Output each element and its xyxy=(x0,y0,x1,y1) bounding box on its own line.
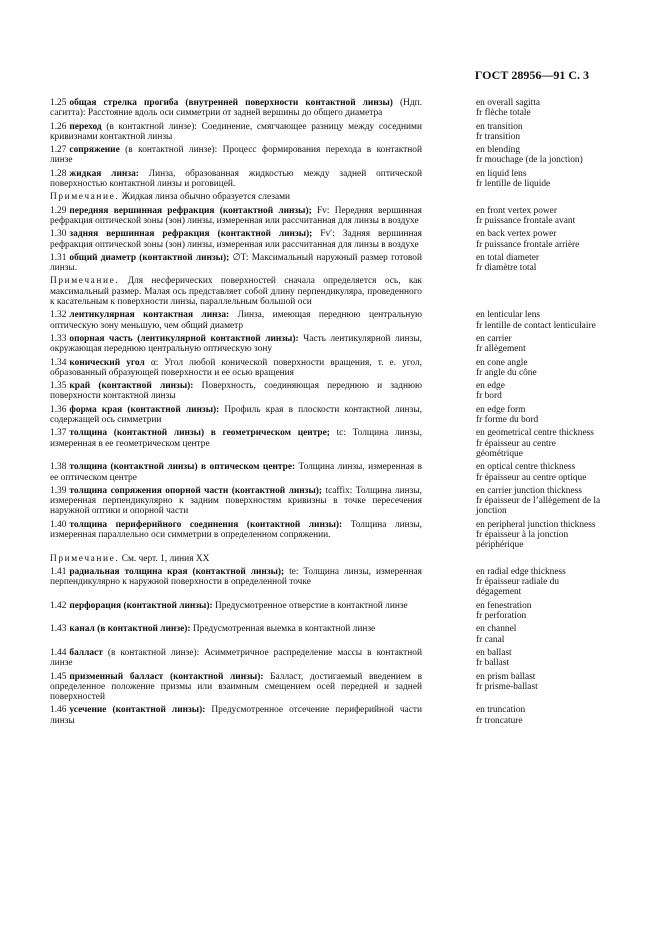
term-entry xyxy=(50,601,620,622)
entry-number: 1.31 xyxy=(50,252,67,263)
term-name: форма края (контактной линзы): xyxy=(69,404,220,415)
translation-line: en lenticular lens xyxy=(476,310,541,321)
note-label: Примечание. xyxy=(50,276,120,287)
term-definition: te: Толщина линзы, измеренная перпендикулярно к наружной поверхности в определенной точке xyxy=(50,566,422,588)
entry-number: 1.35 xyxy=(50,381,67,392)
translations xyxy=(476,334,620,355)
term-definition: Fv′: Задняя вершинная рефракция оптической зоны (зон) линзы, измеренная или рассчитанная для линзы в воздухе xyxy=(50,229,422,250)
translation-line: fr puissance frontale arrière xyxy=(476,239,580,250)
entry-number: 1.43 xyxy=(50,624,67,635)
translation-line: en transition xyxy=(476,121,523,132)
terms-list xyxy=(50,98,620,729)
term-name: толщина (контактной линзы) в оптическом центре: xyxy=(69,462,296,473)
entry-number: 1.45 xyxy=(50,671,67,682)
term-definition: ∅T: Максимальный наружный размер готовой линзы. xyxy=(50,252,422,274)
entry-number: 1.44 xyxy=(50,647,67,658)
term-definition: Балласт, достигаемый введением в определенное положение призмы или взаимным смещением осей передней и задней поверхностей xyxy=(50,671,422,703)
translations xyxy=(476,705,620,726)
translation-line: fr épaisseur radiale du xyxy=(476,577,560,588)
term-entry xyxy=(50,145,620,166)
term-definition: Толщина линзы, измеренная параллельно оси симметрии в определенном сопряжении. xyxy=(50,519,422,540)
translations xyxy=(476,554,620,564)
term-definition: Часть лентикулярной линзы, окружающая переднюю центральную оптическую зону xyxy=(50,333,422,355)
definition-text xyxy=(50,145,422,166)
entry-number: 1.38 xyxy=(50,462,67,473)
note-row xyxy=(50,276,620,307)
term-definition: (в контактной линзе): Процесс формирования перехода в контактной линзе xyxy=(50,145,422,166)
definition-text xyxy=(50,428,422,459)
entry-number: 1.28 xyxy=(50,168,67,179)
term-entry xyxy=(50,122,620,143)
definition-text xyxy=(50,381,422,402)
term-definition: tc: Толщина линзы, измеренная в ее геометрическом центре xyxy=(50,428,423,449)
translations xyxy=(476,672,620,703)
term-definition: Линза, имеющая переднюю центральную оптическую зону меньшую, чем общий диаметр xyxy=(50,310,423,331)
entry-number: 1.37 xyxy=(50,428,67,439)
term-entry xyxy=(50,358,620,379)
term-entry xyxy=(50,624,620,645)
term-definition: Fv: Передняя вершинная рефракция оптической зоны (зон) линзы, измеренная или рассчитанная для линзы в воздухе xyxy=(50,205,422,226)
term-name: перфорация (контактной линзы): xyxy=(69,600,213,611)
entry-number: 1.33 xyxy=(50,333,67,344)
translations xyxy=(476,462,620,483)
translation-line: fr allègement xyxy=(476,344,526,355)
definition-text xyxy=(50,554,422,564)
translation-line: en prism ballast xyxy=(476,671,536,682)
definition-text xyxy=(50,520,422,551)
term-entry xyxy=(50,169,620,190)
translation-line: en overall sagitta xyxy=(476,98,541,108)
definition-text xyxy=(50,122,422,143)
term-entry xyxy=(50,98,620,119)
translations xyxy=(476,567,620,598)
translations xyxy=(476,169,620,190)
entry-number: 1.34 xyxy=(50,357,67,368)
translation-line: en edge xyxy=(476,381,505,392)
translations xyxy=(476,206,620,227)
translation-line: dégagement xyxy=(476,587,522,598)
translation-line: fr épaisseur de l’allègement de la xyxy=(476,496,601,507)
note-row xyxy=(50,554,620,564)
page-header: ГОСТ 28956—91 С. 3 xyxy=(474,68,589,82)
entry-number: 1.42 xyxy=(50,600,67,611)
note-text: Для несферических поверхностей сначала определяется ось, как максимальный размер. Малая ось представляет собой длину перпендикуляра, проведенного к касательным к поверхности линзы, параллельным большой оси xyxy=(50,276,422,308)
term-name: призменный балласт (контактной линзы): xyxy=(69,671,264,682)
translation-line: fr puissance frontale avant xyxy=(476,215,576,226)
translation-line: fr épaisseur au centre optique xyxy=(476,472,587,483)
translations xyxy=(476,358,620,379)
translation-line: fr angle du cône xyxy=(476,367,537,378)
term-entry xyxy=(50,334,620,355)
term-definition: Предусмотренное отсечение периферийной части линзы xyxy=(50,705,422,726)
translations xyxy=(476,192,620,202)
definition-text xyxy=(50,253,422,274)
note-text: Жидкая линза обычно образуется слезами xyxy=(119,192,291,203)
translation-line: fr transition xyxy=(476,131,521,142)
translation-line: en edge form xyxy=(476,404,526,415)
translation-line: fr troncature xyxy=(476,715,523,726)
definition-text xyxy=(50,229,422,250)
entry-number: 1.30 xyxy=(50,229,67,240)
definition-text xyxy=(50,206,422,227)
translation-line: en total diameter xyxy=(476,252,539,263)
translation-line: en carrier junction thickness xyxy=(476,485,582,496)
note-row xyxy=(50,192,620,202)
term-definition: Толщина линзы, измеренная в ее оптическом центре xyxy=(50,462,422,483)
term-entry xyxy=(50,462,620,483)
translation-line: en blending xyxy=(476,145,521,156)
term-entry xyxy=(50,310,620,331)
note-label: Примечание. xyxy=(50,553,120,564)
term-name: радиальная толщина края (контактной линзы); xyxy=(69,566,285,577)
translation-line: géométrique xyxy=(476,448,523,459)
term-entry xyxy=(50,253,620,274)
definition-text xyxy=(50,567,422,598)
term-definition: tcaffix: Толщина линзы, измеренная перпендикулярно к задним поверхностям кривизны в точке пересечения наружной оптики и опорной части xyxy=(50,485,422,517)
translation-line: fr épaisseur au centre xyxy=(476,438,556,449)
definition-text xyxy=(50,169,422,190)
term-definition: Предусмотренная выемка в контактной линзе xyxy=(190,624,376,635)
term-name: лентикулярная контактная линза: xyxy=(69,310,230,321)
term-entry xyxy=(50,705,620,726)
term-entry xyxy=(50,648,620,669)
translation-line: en truncation xyxy=(476,705,526,716)
term-definition: (в контактной линзе): Соединение, смягчающее разницу между соседними кривизнами контактной линзы xyxy=(50,121,422,142)
translation-line: périphérique xyxy=(476,540,524,551)
translation-line: en front vertex power xyxy=(476,205,557,216)
term-name: общая стрелка прогиба (внутренней поверхности контактной линзы) xyxy=(69,98,393,108)
definition-text xyxy=(50,334,422,355)
term-definition: Линза, образованная жидкостью между задней оптической поверхностью контактной линзы и роговицей. xyxy=(50,168,422,190)
note-label: Примечание. xyxy=(50,192,120,203)
definition-text xyxy=(50,672,422,703)
term-name: задняя вершинная рефракция (контактной линзы); xyxy=(69,229,313,240)
translations xyxy=(476,520,620,551)
term-name: край (контактной линзы): xyxy=(69,381,194,392)
term-definition: Профиль края в плоскости контактной линзы, содержащей ось симметрии xyxy=(50,404,422,426)
term-name: толщина периферийного соединения (контактной линзы): xyxy=(69,519,343,530)
term-entry xyxy=(50,672,620,703)
translations xyxy=(476,381,620,402)
translations xyxy=(476,253,620,274)
translations xyxy=(476,601,620,622)
term-definition: Предусмотренное отверстие в контактной линзе xyxy=(212,600,408,611)
term-entry xyxy=(50,428,620,459)
definition-text xyxy=(50,624,422,645)
translations xyxy=(476,405,620,426)
entry-number: 1.46 xyxy=(50,705,67,716)
entry-number: 1.29 xyxy=(50,205,67,216)
definition-text xyxy=(50,705,422,726)
translation-line: fr canal xyxy=(476,634,505,645)
definition-text xyxy=(50,486,422,517)
translation-line: en peripheral junction thickness xyxy=(476,519,596,530)
translation-line: en optical centre thickness xyxy=(476,462,576,473)
entry-number: 1.32 xyxy=(50,310,67,321)
entry-number: 1.36 xyxy=(50,404,67,415)
translation-line: en back vertex power xyxy=(476,229,557,240)
term-name: опорная часть (лентикулярной контактной линзы): xyxy=(69,333,299,344)
translation-line: en radial edge thickness xyxy=(476,566,566,577)
term-name: сопряжение xyxy=(69,145,120,156)
translation-line: en ballast xyxy=(476,647,512,658)
term-name: толщина сопряжения опорной части (контактной линзы); xyxy=(69,485,323,496)
translations xyxy=(476,624,620,645)
definition-text xyxy=(50,601,422,622)
translation-line: en fenestration xyxy=(476,600,532,611)
entry-number: 1.27 xyxy=(50,145,67,156)
term-name: конический угол xyxy=(69,357,145,368)
term-name: толщина (контактной линзы) в геометрическом центре; xyxy=(69,428,330,439)
term-definition: α: Угол любой конической поверхности вращения, т. е. угол, образованный образующей поверхности и ее осью вращения xyxy=(50,357,422,378)
translations xyxy=(476,98,620,119)
translation-line: fr ballast xyxy=(476,658,510,669)
term-name: баллаcт xyxy=(69,647,103,658)
translation-line: fr perforation xyxy=(476,611,527,622)
term-name: усечение (контактной линзы): xyxy=(69,705,206,716)
definition-text xyxy=(50,192,422,202)
definition-text xyxy=(50,98,422,119)
entry-number: 1.40 xyxy=(50,519,67,530)
term-entry xyxy=(50,229,620,250)
definition-text xyxy=(50,648,422,669)
term-name: общий диаметр (контактной линзы); xyxy=(69,252,230,263)
translation-line: fr prisme-ballast xyxy=(476,681,538,692)
translations xyxy=(476,229,620,250)
entry-number: 1.26 xyxy=(50,121,67,132)
translation-line: fr bord xyxy=(476,391,502,402)
definition-text xyxy=(50,276,422,307)
translations xyxy=(476,145,620,166)
term-name: канал (в контактной линзе): xyxy=(69,624,191,635)
term-definition: (в контактной линзе): Асимметричное распределение массы в контактной линзе xyxy=(50,647,422,669)
term-entry xyxy=(50,206,620,227)
translation-line: en cone angle xyxy=(476,357,528,368)
translations xyxy=(476,310,620,331)
translation-line: fr forme du bord xyxy=(476,415,539,426)
translation-line: fr lentille de liquide xyxy=(476,179,551,190)
term-definition: (Ндп. сагитта): Расстояние вдоль оси симметрии от задней вершины до общего диаметра xyxy=(50,98,422,119)
translation-line: jonction xyxy=(476,506,507,517)
definition-text xyxy=(50,310,422,331)
entry-number: 1.25 xyxy=(50,98,67,108)
term-entry xyxy=(50,486,620,517)
translations xyxy=(476,486,620,517)
translation-line: fr flèche totale xyxy=(476,108,531,119)
translations xyxy=(476,428,620,459)
term-entry xyxy=(50,520,620,551)
note-text: См. черт. 1, линия XX xyxy=(119,553,210,564)
translations xyxy=(476,122,620,143)
translation-line: en geometrical centre thickness xyxy=(476,428,594,439)
definition-text xyxy=(50,462,422,483)
translation-line: fr mouchage (de la jonction) xyxy=(476,155,583,166)
translations xyxy=(476,648,620,669)
term-entry xyxy=(50,381,620,402)
translation-line: fr diamètre total xyxy=(476,263,537,274)
term-entry xyxy=(50,405,620,426)
term-name: жидкая линза: xyxy=(69,168,139,179)
translation-line: fr lentille de contact lenticulaire xyxy=(476,320,596,331)
translation-line: en channel xyxy=(476,624,517,635)
entry-number: 1.41 xyxy=(50,566,67,577)
term-name: переход xyxy=(69,121,102,132)
translations xyxy=(476,276,620,307)
definition-text xyxy=(50,358,422,379)
term-definition: Поверхность, соединяющая переднюю и заднюю поверхности контактной линзы xyxy=(50,381,422,402)
translation-line: en carrier xyxy=(476,333,512,344)
definition-text xyxy=(50,405,422,426)
translation-line: en liquid lens xyxy=(476,168,527,179)
entry-number: 1.39 xyxy=(50,485,67,496)
term-entry xyxy=(50,567,620,598)
translation-line: fr épaisseur à la jonction xyxy=(476,529,569,540)
term-name: передняя вершинная рефракция (контактной линзы); xyxy=(69,205,312,216)
